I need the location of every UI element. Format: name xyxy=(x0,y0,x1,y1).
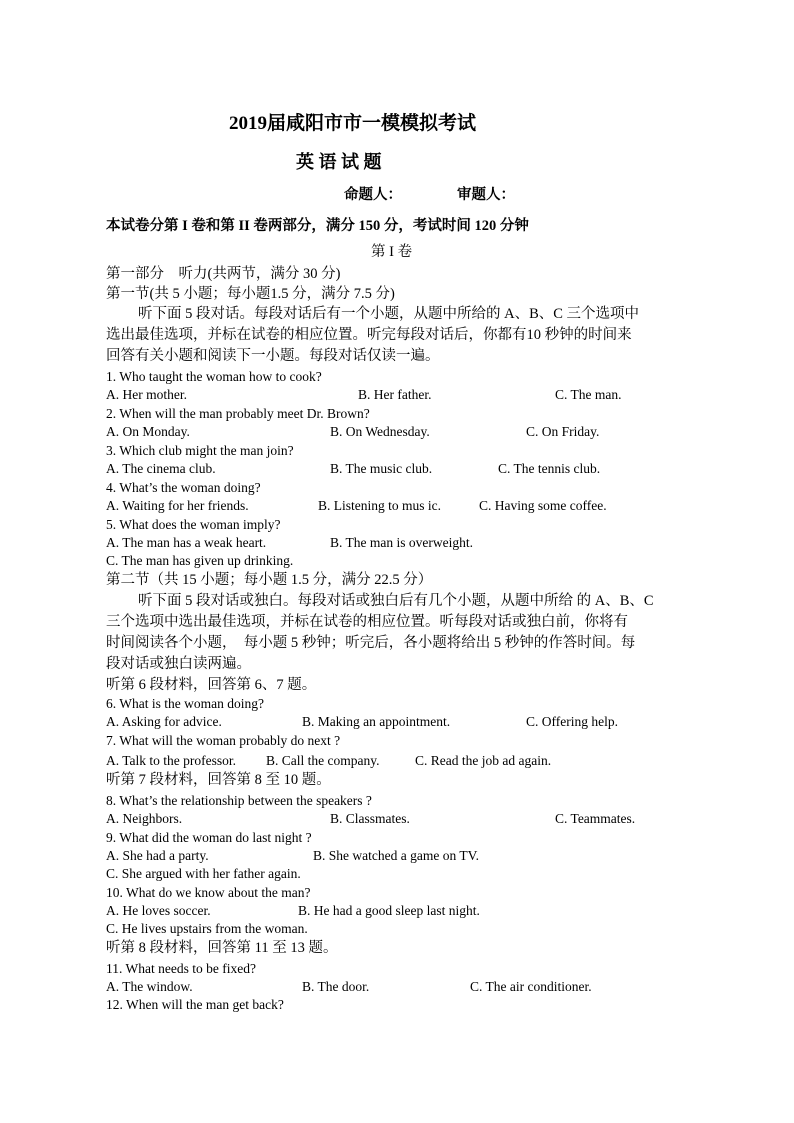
question-text: 9. What did the woman do last night ? xyxy=(106,830,312,845)
option-a: A. On Monday. xyxy=(106,424,190,439)
question-text: 8. What’s the relationship between the speakers ? xyxy=(106,793,372,808)
option-b: B. Classmates. xyxy=(330,811,410,826)
option-c: C. The tennis club. xyxy=(498,461,601,476)
option-b: B. The music club. xyxy=(330,461,433,476)
instruction-line: 听下面 5 段对话。每段对话后有一个小题，从题中所给的 A、B、C 三个选项中 xyxy=(138,306,640,322)
option-a: A. Waiting for her friends. xyxy=(106,498,249,513)
option-b: B. On Wednesday. xyxy=(330,424,430,439)
option-c: C. She argued with her father again. xyxy=(106,866,301,881)
option-a: A. She had a party. xyxy=(106,848,209,863)
material-heading: 听第 8 段材料，回答第 11 至 13 题。 xyxy=(106,940,338,956)
exam-intro: 本试卷分第 I 卷和第 II 卷两部分，满分 150 分，考试时间 120 分钟 xyxy=(106,218,529,234)
option-a: A. The window. xyxy=(106,979,193,994)
question-text: 12. When will the man get back? xyxy=(106,997,284,1012)
question-text: 7. What will the woman probably do next ? xyxy=(106,733,341,748)
question-text: 10. What do we know about the man? xyxy=(106,885,311,900)
option-b: B. The door. xyxy=(302,979,370,994)
option-c: C. The air conditioner. xyxy=(470,979,592,994)
option-a: A. Talk to the professor. xyxy=(106,753,237,768)
option-c: C. On Friday. xyxy=(526,424,600,439)
instruction-line: 选出最佳选项，并标在试卷的相应位置。听完每段对话后，你都有10 秒钟的时间来 xyxy=(106,327,632,343)
question-text: 3. Which club might the man join? xyxy=(106,443,294,458)
option-c: C. He lives upstairs from the woman. xyxy=(106,921,308,936)
option-a: A. He loves soccer. xyxy=(106,903,211,918)
option-a: A. Her mother. xyxy=(106,387,187,402)
instruction-line: 听下面 5 段对话或独白。每段对话或独白后有几个小题，从题中所给 的 A、B、C xyxy=(138,593,654,609)
option-b: B. Her father. xyxy=(358,387,432,402)
option-a: A. The cinema club. xyxy=(106,461,216,476)
option-c: C. Read the job ad again. xyxy=(415,753,552,768)
question-text: 1. Who taught the woman how to cook? xyxy=(106,369,322,384)
option-a: A. Asking for advice. xyxy=(106,714,222,729)
option-b: B. He had a good sleep last night. xyxy=(298,903,480,918)
option-a: A. Neighbors. xyxy=(106,811,183,826)
instruction-line: 段对话或独白读两遍。 xyxy=(106,656,251,672)
option-c: C. The man. xyxy=(555,387,622,402)
question-text: 5. What does the woman imply? xyxy=(106,517,281,532)
part1-title: 第一部分 听力(共两节，满分 30 分) xyxy=(106,266,341,282)
reviewer-label: 审题人： xyxy=(457,187,515,203)
option-c: C. Offering help. xyxy=(526,714,618,729)
option-b: B. Listening to mus ic. xyxy=(318,498,441,513)
instruction-line: 回答有关小题和阅读下一小题。每段对话仅读一遍。 xyxy=(106,348,440,364)
option-a: A. The man has a weak heart. xyxy=(106,535,267,550)
subject-title: 英 语 试 题 xyxy=(296,152,382,172)
option-c: C. The man has given up drinking. xyxy=(106,553,294,568)
volume-heading: 第 I 卷 xyxy=(371,244,413,260)
material-heading: 听第 6 段材料，回答第 6、7 题。 xyxy=(106,677,317,693)
option-b: B. The man is overweight. xyxy=(330,535,473,550)
option-c: C. Having some coffee. xyxy=(479,498,607,513)
material-heading: 听第 7 段材料，回答第 8 至 10 题。 xyxy=(106,772,331,788)
instruction-line: 时间阅读各个小题， 每小题 5 秒钟；听完后，各小题将给出 5 秒钟的作答时间。每 xyxy=(106,635,636,651)
instruction-line: 三个选项中选出最佳选项，并标在试卷的相应位置。听每段对话或独白前，你将有 xyxy=(106,614,628,630)
question-text: 11. What needs to be fixed? xyxy=(106,961,256,976)
question-text: 2. When will the man probably meet Dr. Brown? xyxy=(106,406,370,421)
section1-title: 第一节(共 5 小题；每小题1.5 分，满分 7.5 分) xyxy=(106,286,395,302)
author-label: 命题人： xyxy=(344,187,402,203)
option-b: B. Call the company. xyxy=(266,753,380,768)
exam-title: 2019届咸阳市市一模模拟考试 xyxy=(229,113,477,134)
option-b: B. She watched a game on TV. xyxy=(313,848,479,863)
question-text: 6. What is the woman doing? xyxy=(106,696,264,711)
option-c: C. Teammates. xyxy=(555,811,636,826)
section2-title: 第二节（共 15 小题；每小题 1.5 分，满分 22.5 分） xyxy=(106,572,433,588)
question-text: 4. What’s the woman doing? xyxy=(106,480,261,495)
option-b: B. Making an appointment. xyxy=(302,714,451,729)
